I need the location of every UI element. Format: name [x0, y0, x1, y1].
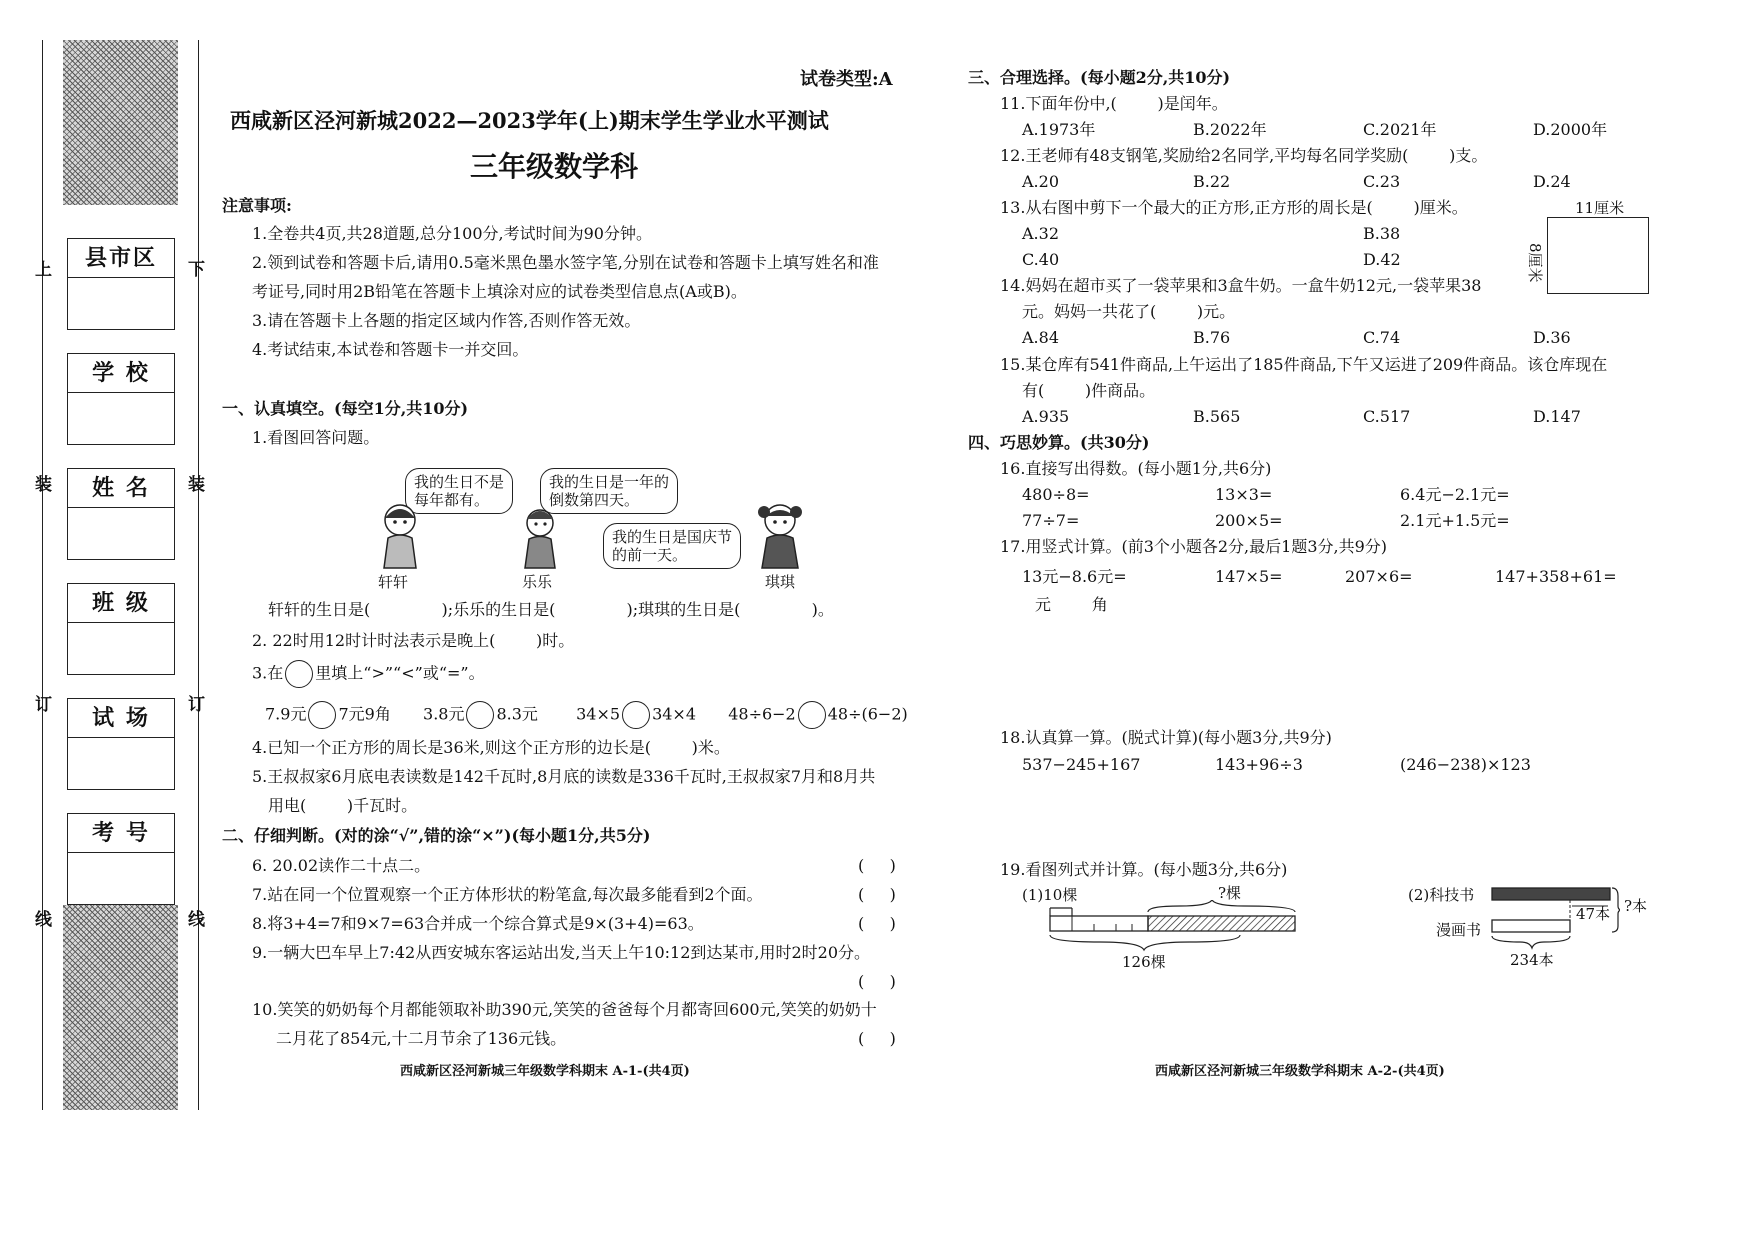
- question-1: 1.看图回答问题。: [252, 428, 380, 447]
- compare-circle[interactable]: [798, 701, 826, 729]
- field-exam-room[interactable]: [67, 698, 175, 790]
- calc-item[interactable]: 207×6=: [1345, 567, 1413, 586]
- calc-item[interactable]: 13×3=: [1215, 485, 1273, 504]
- calc-item[interactable]: 200×5=: [1215, 511, 1283, 530]
- question-15-cont: 有( )件商品。: [1022, 381, 1156, 400]
- note-item: 4.考试结束,本试卷和答题卡一并交回。: [252, 340, 529, 359]
- question-13: 13.从右图中剪下一个最大的正方形,正方形的周长是( )厘米。: [1000, 198, 1468, 217]
- fig2-diff: 47本: [1576, 905, 1611, 923]
- compare-circle[interactable]: [466, 701, 494, 729]
- hatch-bottom: [63, 905, 178, 1110]
- option[interactable]: A.935: [1022, 407, 1070, 426]
- calc-item[interactable]: 2.1元+1.5元=: [1400, 511, 1510, 530]
- option[interactable]: A.84: [1022, 328, 1059, 347]
- option[interactable]: B.76: [1193, 328, 1231, 347]
- name-label: 乐乐: [522, 573, 553, 591]
- question-5-cont[interactable]: 用电( )千瓦时。: [268, 796, 418, 815]
- field-label: 试 场: [68, 699, 174, 738]
- calc-item[interactable]: 143+96÷3: [1215, 755, 1303, 774]
- speech-bubble-xuanxuan: 我的生日不是 每年都有。: [405, 468, 513, 514]
- question-14: 14.妈妈在超市买了一袋苹果和3盒牛奶。一盒牛奶12元,一袋苹果38: [1000, 276, 1482, 295]
- margin-line-inner: [198, 40, 199, 1110]
- calc-item[interactable]: 6.4元−2.1元=: [1400, 485, 1510, 504]
- fig1-label: (1)10棵: [1022, 886, 1078, 904]
- speech-bubble-qiqi: 我的生日是国庆节 的前一天。: [603, 523, 741, 569]
- note-item: 1.全卷共4页,共28道题,总分100分,考试时间为90分钟。: [252, 224, 652, 243]
- calc-item[interactable]: 147+358+61=: [1495, 567, 1617, 586]
- calc-item[interactable]: 147×5=: [1215, 567, 1283, 586]
- question-5: 5.王叔叔家6月底电表读数是142千瓦时,8月底的读数是336千瓦时,王叔叔家7月和8月共: [252, 767, 876, 786]
- question-4[interactable]: 4.已知一个正方形的周长是36米,则这个正方形的边长是( )米。: [252, 738, 730, 757]
- field-label: 县市区: [68, 239, 174, 278]
- notes-heading: 注意事项:: [222, 196, 292, 215]
- judge-paren[interactable]: ( ): [858, 885, 896, 904]
- option[interactable]: B.38: [1363, 224, 1401, 243]
- compare-row: 7.9元 7元9角 3.8元 8.3元 34×5 34×4 48÷6−2 48÷(6−2): [265, 701, 908, 729]
- option[interactable]: B.2022年: [1193, 120, 1267, 139]
- question-2[interactable]: 2. 22时用12时计时法表示是晚上( )时。: [252, 631, 575, 650]
- subject-title: 三年级数学科: [470, 150, 639, 183]
- calc-item[interactable]: 77÷7=: [1022, 511, 1080, 530]
- option[interactable]: A.32: [1022, 224, 1059, 243]
- field-exam-number[interactable]: [67, 813, 175, 905]
- question-1-answer[interactable]: 轩轩的生日是( );乐乐的生日是( );琪琪的生日是( )。: [268, 600, 834, 619]
- margin-mark-right: 订: [188, 695, 205, 715]
- option[interactable]: C.23: [1363, 172, 1401, 191]
- section2-heading: 二、仔细判断。(对的涂“√”,错的涂“×”)(每小题1分,共5分): [222, 826, 651, 845]
- question-16: 16.直接写出得数。(每小题1分,共6分): [1000, 459, 1272, 478]
- question-18: 18.认真算一算。(脱式计算)(每小题3分,共9分): [1000, 728, 1332, 747]
- question-14-cont: 元。妈妈一共花了( )元。: [1022, 302, 1236, 321]
- question-7: 7.站在同一个位置观察一个正方体形状的粉笔盒,每次最多能看到2个面。: [252, 885, 763, 904]
- margin-mark-right: 线: [188, 910, 205, 930]
- option[interactable]: D.36: [1533, 328, 1571, 347]
- option[interactable]: D.2000年: [1533, 120, 1608, 139]
- compare-circle[interactable]: [622, 701, 650, 729]
- option[interactable]: D.24: [1533, 172, 1571, 191]
- rectangle-figure: [1547, 217, 1649, 294]
- page-footer: 西咸新区泾河新城三年级数学科期末 A-2-(共4页): [1155, 1064, 1445, 1079]
- fig2-total: 234本: [1510, 951, 1554, 969]
- field-school[interactable]: [67, 353, 175, 445]
- question-6: 6. 20.02读作二十点二。: [252, 856, 431, 875]
- option[interactable]: C.517: [1363, 407, 1411, 426]
- field-label: 考 号: [68, 814, 174, 853]
- judge-paren[interactable]: ( ): [858, 856, 896, 875]
- field-label: 学 校: [68, 354, 174, 393]
- section1-heading: 一、认真填空。(每空1分,共10分): [222, 399, 469, 418]
- question-11: 11.下面年份中,( )是闰年。: [1000, 94, 1228, 113]
- option[interactable]: C.2021年: [1363, 120, 1437, 139]
- field-label: 班 级: [68, 584, 174, 623]
- option[interactable]: B.565: [1193, 407, 1241, 426]
- margin-mark-left: 上: [35, 260, 52, 280]
- calc-item[interactable]: (246−238)×123: [1400, 755, 1531, 774]
- name-label: 轩轩: [378, 573, 409, 591]
- option[interactable]: B.22: [1193, 172, 1231, 191]
- option[interactable]: C.40: [1022, 250, 1060, 269]
- question-8: 8.将3+4=7和9×7=63合并成一个综合算式是9×(3+4)=63。: [252, 914, 704, 933]
- calc-item[interactable]: 13元−8.6元=: [1022, 567, 1127, 586]
- page-footer: 西咸新区泾河新城三年级数学科期末 A-1-(共4页): [400, 1064, 690, 1079]
- question-15: 15.某仓库有541件商品,上午运出了185件商品,下午又运进了209件商品。该仓库现在: [1000, 355, 1608, 374]
- margin-mark-left: 装: [35, 475, 52, 495]
- fig1-question: ?棵: [1218, 884, 1242, 902]
- option[interactable]: A.20: [1022, 172, 1059, 191]
- fig2-label: (2)科技书: [1408, 886, 1475, 904]
- section3-heading: 三、合理选择。(每小题2分,共10分): [968, 68, 1231, 87]
- girl-qiqi-icon: [750, 500, 810, 570]
- paper-type: 试卷类型:A: [800, 69, 893, 90]
- compare-circle: [285, 660, 313, 688]
- question-19: 19.看图列式并计算。(每小题3分,共6分): [1000, 860, 1288, 879]
- option[interactable]: A.1973年: [1022, 120, 1096, 139]
- field-class[interactable]: [67, 583, 175, 675]
- question-12: 12.王老师有48支钢笔,奖励给2名同学,平均每名同学奖励( )支。: [1000, 146, 1488, 165]
- margin-mark-left: 线: [35, 910, 52, 930]
- field-county[interactable]: [67, 238, 175, 330]
- question-3: 3.在 里填上“>”“<”或“=”。: [252, 660, 485, 688]
- note-item: 2.领到试卷和答题卡后,请用0.5毫米黑色墨水签字笔,分别在试卷和答题卡上填写姓名和准: [252, 253, 879, 272]
- margin-mark-right: 下: [188, 260, 205, 280]
- margin-mark-left: 订: [35, 695, 52, 715]
- exam-title: 西咸新区泾河新城2022—2023学年(上)期末学生学业水平测试: [230, 108, 829, 133]
- question-10: 10.笑笑的奶奶每个月都能领取补助390元,笑笑的爸爸每个月都寄回600元,笑笑的奶奶十: [252, 1000, 877, 1019]
- rect-height-label: 8厘米: [1526, 243, 1544, 283]
- question-9: 9.一辆大巴车早上7:42从西安城东客运站出发,当天上午10:12到达某市,用时2时20分。: [252, 943, 871, 962]
- note-item: 考证号,同时用2B铅笔在答题卡上填涂对应的试卷类型信息点(A或B)。: [252, 282, 747, 301]
- margin-line-outer: [42, 40, 43, 1110]
- calc-item[interactable]: 480÷8=: [1022, 485, 1090, 504]
- option[interactable]: D.42: [1363, 250, 1401, 269]
- rect-width-label: 11厘米: [1575, 199, 1625, 217]
- fig1-segment-diagram: [1040, 900, 1310, 955]
- field-name[interactable]: [67, 468, 175, 560]
- calc-item[interactable]: 537−245+167: [1022, 755, 1141, 774]
- speech-bubble-lele: 我的生日是一年的 倒数第四天。: [540, 468, 678, 514]
- hatch-top: [63, 40, 178, 205]
- field-label: 姓 名: [68, 469, 174, 508]
- unit-label: 元 角: [1035, 595, 1108, 614]
- compare-circle[interactable]: [308, 701, 336, 729]
- option[interactable]: C.74: [1363, 328, 1401, 347]
- section4-heading: 四、巧思妙算。(共30分): [968, 433, 1150, 452]
- question-10-cont: 二月花了854元,十二月节余了136元钱。: [276, 1029, 567, 1048]
- boy-lele-icon: [515, 505, 565, 570]
- fig1-total: 126棵: [1122, 953, 1166, 971]
- name-label: 琪琪: [765, 573, 796, 591]
- margin-mark-right: 装: [188, 475, 205, 495]
- fig2-label2: 漫画书: [1436, 921, 1482, 939]
- judge-paren[interactable]: ( ): [858, 914, 896, 933]
- judge-paren[interactable]: ( ): [858, 972, 896, 991]
- judge-paren[interactable]: ( ): [858, 1029, 896, 1048]
- girl-xuanxuan-icon: [370, 500, 430, 570]
- question-17: 17.用竖式计算。(前3个小题各2分,最后1题3分,共9分): [1000, 537, 1388, 556]
- fig2-question: ?本: [1624, 897, 1648, 915]
- note-item: 3.请在答题卡上各题的指定区域内作答,否则作答无效。: [252, 311, 641, 330]
- option[interactable]: D.147: [1533, 407, 1581, 426]
